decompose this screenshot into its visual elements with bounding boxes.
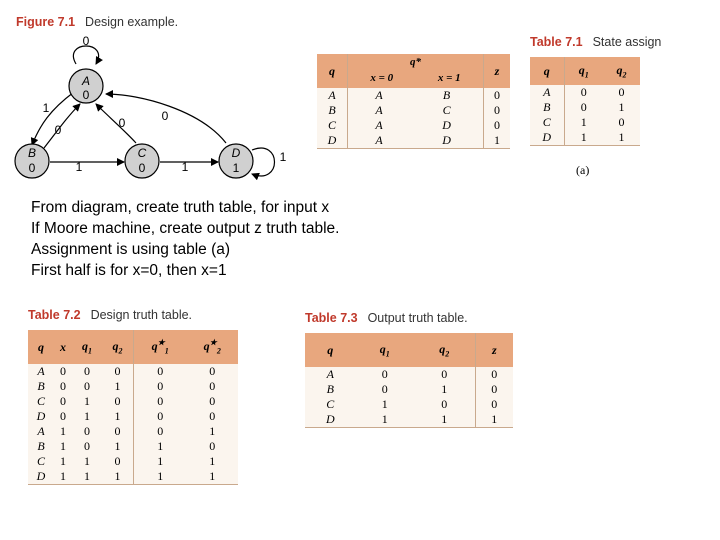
transition-cell: C bbox=[327, 118, 336, 132]
t72-cell: 1 bbox=[59, 454, 66, 468]
t71-cell: 1 bbox=[564, 115, 603, 130]
edge-label-d-a: 0 bbox=[161, 109, 169, 123]
t72-cell: 0 bbox=[59, 409, 66, 423]
t72-cell: 0 bbox=[83, 439, 90, 453]
t73-cell: 0 bbox=[441, 397, 448, 411]
t71-cell: C bbox=[542, 115, 551, 129]
transition-cell: 1 bbox=[484, 133, 511, 149]
table-7-3-caption bbox=[305, 311, 468, 325]
t73-cell: 0 bbox=[475, 382, 513, 397]
t71-header-q1: $q_1$ bbox=[564, 57, 603, 85]
t71-cell: B bbox=[543, 100, 551, 114]
svg-text:0: 0 bbox=[138, 161, 146, 175]
table-7-1-caption bbox=[530, 35, 661, 49]
transition-header-z: z bbox=[484, 54, 511, 88]
transition-header-next bbox=[348, 54, 484, 88]
edge-a-self bbox=[73, 46, 98, 64]
edge-label-d-self: 1 bbox=[279, 150, 287, 164]
t72-cell: A bbox=[37, 424, 45, 438]
t72-cell: 1 bbox=[133, 469, 186, 485]
t72-cell: 1 bbox=[83, 454, 90, 468]
t72-cell: 0 bbox=[83, 379, 90, 393]
transition-cell: B bbox=[442, 88, 451, 102]
edge-label-c-a: 0 bbox=[118, 116, 126, 130]
t73-cell: 1 bbox=[414, 412, 475, 428]
t72-cell: 0 bbox=[133, 379, 186, 394]
table-7-1-title: State assign bbox=[592, 35, 662, 49]
t72-header: $q_1$ bbox=[72, 330, 102, 364]
t71-cell: A bbox=[543, 85, 551, 99]
state-c bbox=[125, 144, 159, 178]
t72-header: $q^★_2$ bbox=[186, 330, 238, 364]
design-truth-table bbox=[28, 330, 238, 485]
transition-row bbox=[317, 103, 510, 118]
transition-header-x1: x = 1 bbox=[437, 72, 461, 84]
t73-row bbox=[305, 367, 513, 382]
transition-table bbox=[317, 54, 510, 149]
t72-row bbox=[28, 379, 238, 394]
note-line-1: From diagram, create truth table, for input x bbox=[31, 199, 330, 216]
t72-cell: 0 bbox=[133, 409, 186, 424]
svg-text:A: A bbox=[81, 74, 91, 88]
t72-cell: 1 bbox=[54, 469, 72, 485]
state-d bbox=[219, 144, 253, 178]
t73-row bbox=[305, 382, 513, 397]
t72-cell: 1 bbox=[186, 469, 238, 485]
t72-cell: 1 bbox=[209, 424, 216, 438]
table-7-1-number: Table 7.1 bbox=[530, 35, 583, 49]
transition-cell: 0 bbox=[484, 88, 511, 103]
t72-cell: 0 bbox=[209, 409, 216, 423]
t71-header-q2: $q_2$ bbox=[603, 57, 640, 85]
t72-cell: 1 bbox=[83, 409, 90, 423]
t72-cell: 0 bbox=[209, 379, 216, 393]
t71-cell: 0 bbox=[564, 85, 603, 100]
t72-cell: C bbox=[36, 454, 45, 468]
t72-row bbox=[28, 454, 238, 469]
state-diagram bbox=[0, 30, 300, 190]
t71-row bbox=[530, 115, 640, 130]
t72-cell: D bbox=[36, 409, 46, 423]
t73-header: z bbox=[475, 333, 513, 367]
t72-cell: C bbox=[36, 394, 45, 408]
t72-cell: 0 bbox=[59, 364, 66, 378]
t72-cell: 0 bbox=[114, 394, 121, 408]
svg-text:0: 0 bbox=[28, 161, 36, 175]
edge-label-b-c: 1 bbox=[75, 160, 83, 174]
edge-label-a-b: 1 bbox=[42, 101, 50, 115]
t71-cell: 0 bbox=[618, 85, 625, 99]
t72-row bbox=[28, 394, 238, 409]
t72-cell: 0 bbox=[209, 394, 216, 408]
t73-cell: B bbox=[326, 382, 334, 396]
t72-cell: 0 bbox=[133, 364, 186, 379]
svg-text:B: B bbox=[27, 146, 37, 160]
edge-label-b-a: 0 bbox=[54, 123, 62, 137]
t71-cell: 1 bbox=[564, 130, 603, 146]
transition-cell: 0 bbox=[484, 118, 511, 133]
t71-cell: 0 bbox=[618, 115, 625, 129]
t71-row bbox=[530, 100, 640, 115]
transition-cell: D bbox=[317, 133, 348, 149]
transition-cell: D bbox=[410, 133, 483, 149]
t72-cell: B bbox=[37, 379, 45, 393]
transition-header-x0: x = 0 bbox=[370, 72, 394, 84]
t73-header: $q_2$ bbox=[414, 333, 475, 367]
t73-cell: 1 bbox=[381, 397, 388, 411]
t72-cell: 1 bbox=[59, 439, 66, 453]
transition-cell: D bbox=[442, 118, 451, 132]
edge-d-self bbox=[252, 148, 275, 176]
t72-cell: 1 bbox=[209, 454, 216, 468]
figure-title: Design example. bbox=[85, 15, 179, 29]
t71-row bbox=[530, 130, 640, 146]
t73-cell: 0 bbox=[475, 397, 513, 412]
t72-cell: 0 bbox=[83, 364, 90, 378]
t72-cell: 0 bbox=[209, 364, 216, 378]
t72-row bbox=[28, 469, 238, 485]
figure-7-1-caption bbox=[16, 15, 178, 29]
t73-cell: D bbox=[305, 412, 356, 428]
t72-cell: 0 bbox=[59, 394, 66, 408]
transition-row bbox=[317, 133, 510, 149]
t72-cell: D bbox=[28, 469, 54, 485]
transition-cell: A bbox=[348, 133, 411, 149]
state-b bbox=[15, 144, 49, 178]
t72-cell: B bbox=[37, 439, 45, 453]
t73-cell: A bbox=[326, 367, 334, 381]
t72-cell: 0 bbox=[114, 364, 121, 378]
t72-row bbox=[28, 364, 238, 379]
t72-cell: 1 bbox=[83, 394, 90, 408]
edge-label-a-self: 0 bbox=[82, 34, 90, 48]
edge-label-c-d: 1 bbox=[181, 160, 189, 174]
t72-cell: 0 bbox=[133, 394, 186, 409]
t73-cell: 1 bbox=[356, 412, 414, 428]
table-7-2-title: Design truth table. bbox=[90, 308, 193, 322]
t71-header-q: q bbox=[530, 57, 564, 85]
t72-header: $q^★_1$ bbox=[133, 330, 186, 364]
transition-header-q: q bbox=[317, 54, 348, 88]
t73-cell: 0 bbox=[381, 367, 388, 381]
state-a bbox=[69, 69, 103, 103]
transition-cell: B bbox=[328, 103, 336, 117]
output-truth-table bbox=[305, 333, 513, 428]
t73-header: q bbox=[305, 333, 356, 367]
t72-cell: 1 bbox=[114, 379, 121, 393]
t72-header: q bbox=[28, 330, 54, 364]
transition-row bbox=[317, 88, 510, 103]
svg-text:D: D bbox=[231, 146, 241, 160]
table-7-2-number: Table 7.2 bbox=[28, 308, 81, 322]
t71-cell: D bbox=[530, 130, 564, 146]
svg-text:0: 0 bbox=[82, 88, 90, 102]
edge-b-a bbox=[44, 104, 80, 148]
t72-cell: A bbox=[37, 364, 45, 378]
t72-cell: 1 bbox=[102, 469, 133, 485]
t72-cell: 1 bbox=[133, 454, 186, 469]
transition-cell: C bbox=[442, 103, 451, 117]
t72-cell: 1 bbox=[114, 409, 121, 423]
transition-super-header: q* bbox=[410, 56, 421, 68]
transition-cell: A bbox=[328, 88, 336, 102]
transition-cell: A bbox=[348, 118, 411, 133]
transition-row bbox=[317, 118, 510, 133]
svg-text:1: 1 bbox=[232, 161, 240, 175]
t72-cell: 0 bbox=[114, 424, 121, 438]
t73-cell: 0 bbox=[381, 382, 388, 396]
t72-cell: 1 bbox=[72, 469, 102, 485]
table-7-3-number: Table 7.3 bbox=[305, 311, 358, 325]
t73-row bbox=[305, 397, 513, 412]
figure-number: Figure 7.1 bbox=[16, 15, 76, 29]
t72-cell: 1 bbox=[59, 424, 66, 438]
t72-row bbox=[28, 409, 238, 424]
t72-cell: 1 bbox=[133, 439, 186, 454]
note-line-3: Assignment is using table (a) bbox=[31, 241, 231, 258]
t73-row bbox=[305, 412, 513, 428]
t72-cell: 1 bbox=[114, 439, 121, 453]
t72-cell: 0 bbox=[59, 379, 66, 393]
t72-cell: 0 bbox=[133, 424, 186, 439]
t72-cell: 0 bbox=[83, 424, 90, 438]
table-7-1-label: (a) bbox=[576, 163, 590, 177]
state-assignment-table bbox=[530, 57, 640, 146]
svg-text:C: C bbox=[137, 146, 147, 160]
t72-row bbox=[28, 424, 238, 439]
transition-cell: A bbox=[348, 88, 411, 103]
instruction-notes bbox=[31, 197, 339, 281]
t72-row bbox=[28, 439, 238, 454]
t73-cell: 0 bbox=[475, 367, 513, 382]
t71-row bbox=[530, 85, 640, 100]
table-7-3-title: Output truth table. bbox=[367, 311, 468, 325]
t73-cell: 1 bbox=[441, 382, 448, 396]
table-7-2-caption bbox=[28, 308, 192, 322]
t73-cell: C bbox=[326, 397, 335, 411]
t71-cell: 1 bbox=[618, 100, 625, 114]
transition-cell: A bbox=[348, 103, 411, 118]
edge-c-a bbox=[96, 104, 136, 143]
t72-header: $q_2$ bbox=[102, 330, 133, 364]
t73-cell: 0 bbox=[441, 367, 448, 381]
t73-cell: 1 bbox=[475, 412, 513, 428]
t71-cell: 1 bbox=[603, 130, 640, 146]
t72-header: x bbox=[54, 330, 72, 364]
note-line-4: First half is for x=0, then x=1 bbox=[31, 262, 227, 279]
t73-header: $q_1$ bbox=[356, 333, 414, 367]
t72-cell: 0 bbox=[114, 454, 121, 468]
transition-cell: 0 bbox=[484, 103, 511, 118]
t72-cell: 0 bbox=[209, 439, 216, 453]
note-line-2: If Moore machine, create output z truth table. bbox=[31, 220, 340, 237]
t71-cell: 0 bbox=[564, 100, 603, 115]
